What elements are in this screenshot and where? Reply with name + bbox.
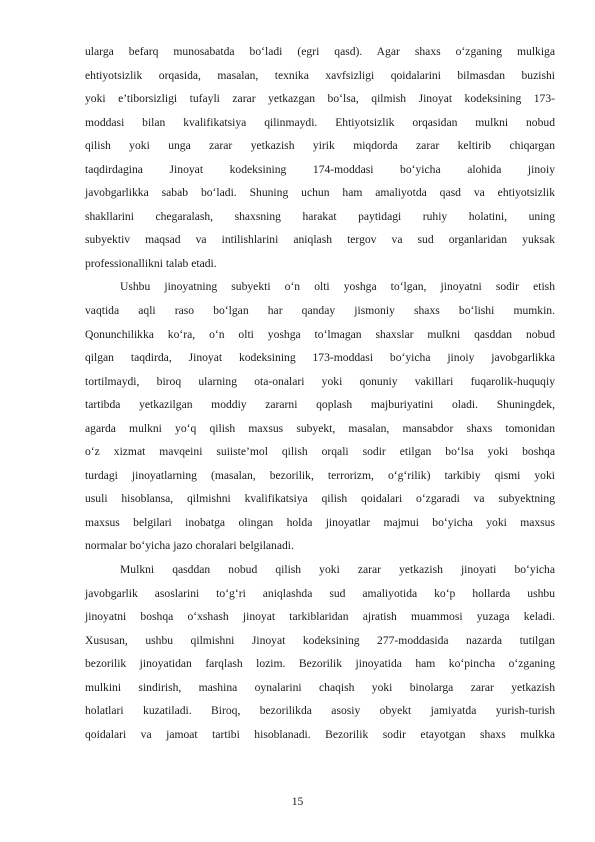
text-line: agarda mulkni yo‘q qilish maxsus subyekt, masalan, mansabdor shaxs tomonidan: [85, 421, 555, 435]
text-line: holatlari kuzatiladi. Biroq, bezorilikda asosiy obyekt jamiyatda yurish-turish: [85, 704, 555, 718]
text-line: Ushbu jinoyatning subyekti o‘n olti yoshga to‘lgan, jinoyatni sodir etish: [120, 280, 555, 294]
text-line: subyektiv maqsad va intilishlarini aniqlash tergov va sud organlaridan yuksak: [85, 233, 555, 247]
text-line: qilgan taqdirda, Jinoyat kodeksining 173-moddasi bo‘yicha jinoiy javobgarlikka: [85, 351, 555, 365]
text-line: ularga befarq munosabatda bo‘ladi (egri qasd). Agar shaxs o‘zganing mulkiga: [85, 45, 555, 58]
text-line: usuli hisoblansa, qilmishni kvalifikatsiya qilish qoidalari o‘zgaradi va subyektning: [85, 492, 555, 506]
text-line: professionallikni talab etadi.: [85, 256, 217, 270]
text-line: Mulkni qasddan nobud qilish yoki zarar yetkazish jinoyati bo‘yicha: [120, 563, 555, 577]
text-line: maxsus belgilari inobatga olingan holda jinoyatlar majmui bo‘yicha yoki maxsus: [85, 515, 555, 529]
text-line: yoki e’tiborsizligi tufayli zarar yetkazgan bo‘lsa, qilmish Jinoyat kodeksining 173-: [85, 92, 555, 106]
text-line: ehtiyotsizlik orqasida, masalan, texnika xavfsizligi qoidalarini bilmasdan buzishi: [85, 68, 555, 82]
text-line: taqdirdagina Jinoyat kodeksining 174-moddasi bo‘yicha alohida jinoiy: [85, 162, 555, 176]
text-line: o‘z xizmat mavqeini suiiste’mol qilish orqali sodir etilgan bo‘lsa yoki boshqa: [85, 445, 555, 459]
text-line: Qonunchilikka ko‘ra, o‘n olti yoshga to‘lmagan shaxslar mulkni qasddan nobud: [85, 327, 555, 341]
text-line: javobgarlikka sabab bo‘ladi. Shuning uchun ham amaliyotda qasd va ehtiyotsizlik: [85, 186, 555, 200]
text-line: normalar bo‘yicha jazo choralari belgilanadi.: [85, 539, 294, 553]
text-line: mulkini sindirish, mashina oynalarini chaqish yoki binolarga zarar yetkazish: [85, 680, 555, 694]
text-line: tartibda yetkazilgan moddiy zararni qoplash majburiyatini oladi. Shuningdek,: [85, 398, 555, 412]
text-line: qoidalari va jamoat tartibi hisoblanadi. Bezorilik sodir etayotgan shaxs mulkka: [85, 727, 555, 741]
page-number: 15: [291, 795, 304, 808]
text-line: jinoyatni boshqa o‘xshash jinoyat tarkiblaridan ajratish muammosi yuzaga keladi.: [85, 610, 555, 624]
text-line: qilish yoki unga zarar yetkazish yirik miqdorda zarar keltirib chiqargan: [85, 139, 555, 153]
text-line: javobgarlik asoslarini to‘g‘ri aniqlashda sud amaliyotida ko‘p hollarda ushbu: [85, 586, 555, 600]
text-line: Xususan, ushbu qilmishni Jinoyat kodeksining 277-moddasida nazarda tutilgan: [85, 633, 555, 647]
body-text: [85, 40, 555, 746]
text-line: shakllarini chegaralash, shaxsning harakat paytidagi ruhiy holatini, uning: [85, 209, 555, 223]
text-line: vaqtida aqli raso bo‘lgan har qanday jismoniy shaxs bo‘lishi mumkin.: [85, 304, 555, 318]
text-line: moddasi bilan kvalifikatsiya qilinmaydi. Ehtiyotsizlik orqasidan mulkni nobud: [85, 115, 555, 129]
text-line: tortilmaydi, biroq ularning ota-onalari yoki qonuniy vakillari fuqarolik-huquqiy: [85, 374, 555, 388]
text-line: bezorilik jinoyatidan farqlash lozim. Bezorilik jinoyatida ham ko‘pincha o‘zganing: [85, 657, 555, 671]
text-line: turdagi jinoyatlarning (masalan, bezorilik, terrorizm, o‘g‘rilik) tarkibiy qismi yoki: [85, 468, 555, 482]
